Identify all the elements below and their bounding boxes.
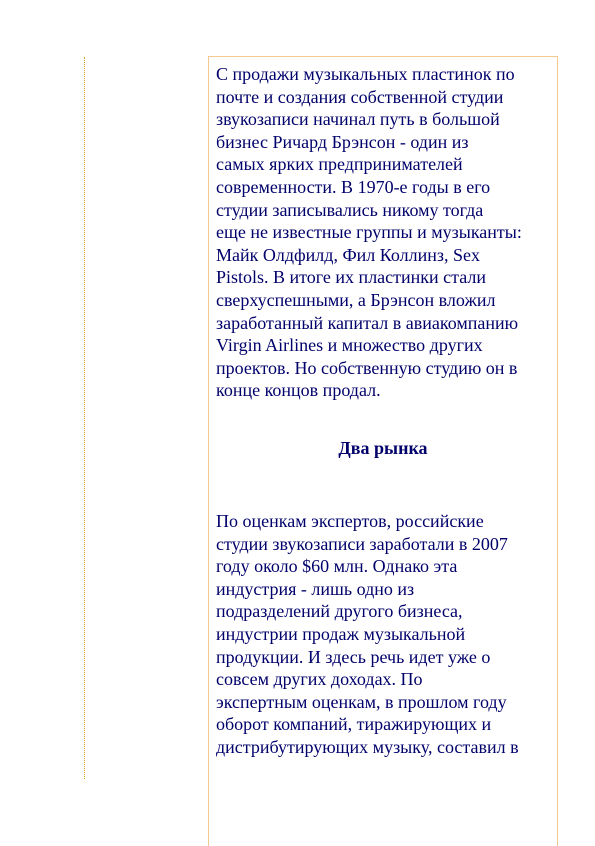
margin-rule [84,57,85,779]
body-paragraph-2: По оценкам экспертов, российские студии звукозаписи заработали в 2007 году около $60 млн. Однако эта индустрия - лишь одно из подразделений другого бизнеса, индустрии продаж музыкальной продукции. И здесь речь идет уже о совсем других доходах. По экспертным оценкам, в прошлом году оборот компаний, тиражирующих и дистрибутирующих музыку, составил в [216,511,519,757]
section-heading: Два рынка [338,438,428,458]
body-paragraph-1: С продажи музыкальных пластинок по почте и создания собственной студии звукозаписи начинал путь в большой бизнес Ричард Брэнсон - один из самых ярких предпринимателей современности. В 1970-е годы в его студии записывались никому тогда еще не известные группы и музыканты: Майк Олдфилд, Фил Коллинз, Sex Pistols. В итоге их пластинки стали сверхуспешными, а Брэнсон вложил заработанный капитал в авиакомпанию Virgin Airlines и множество других проектов. Но собственную студию он в конце концов продал. [216,64,522,401]
